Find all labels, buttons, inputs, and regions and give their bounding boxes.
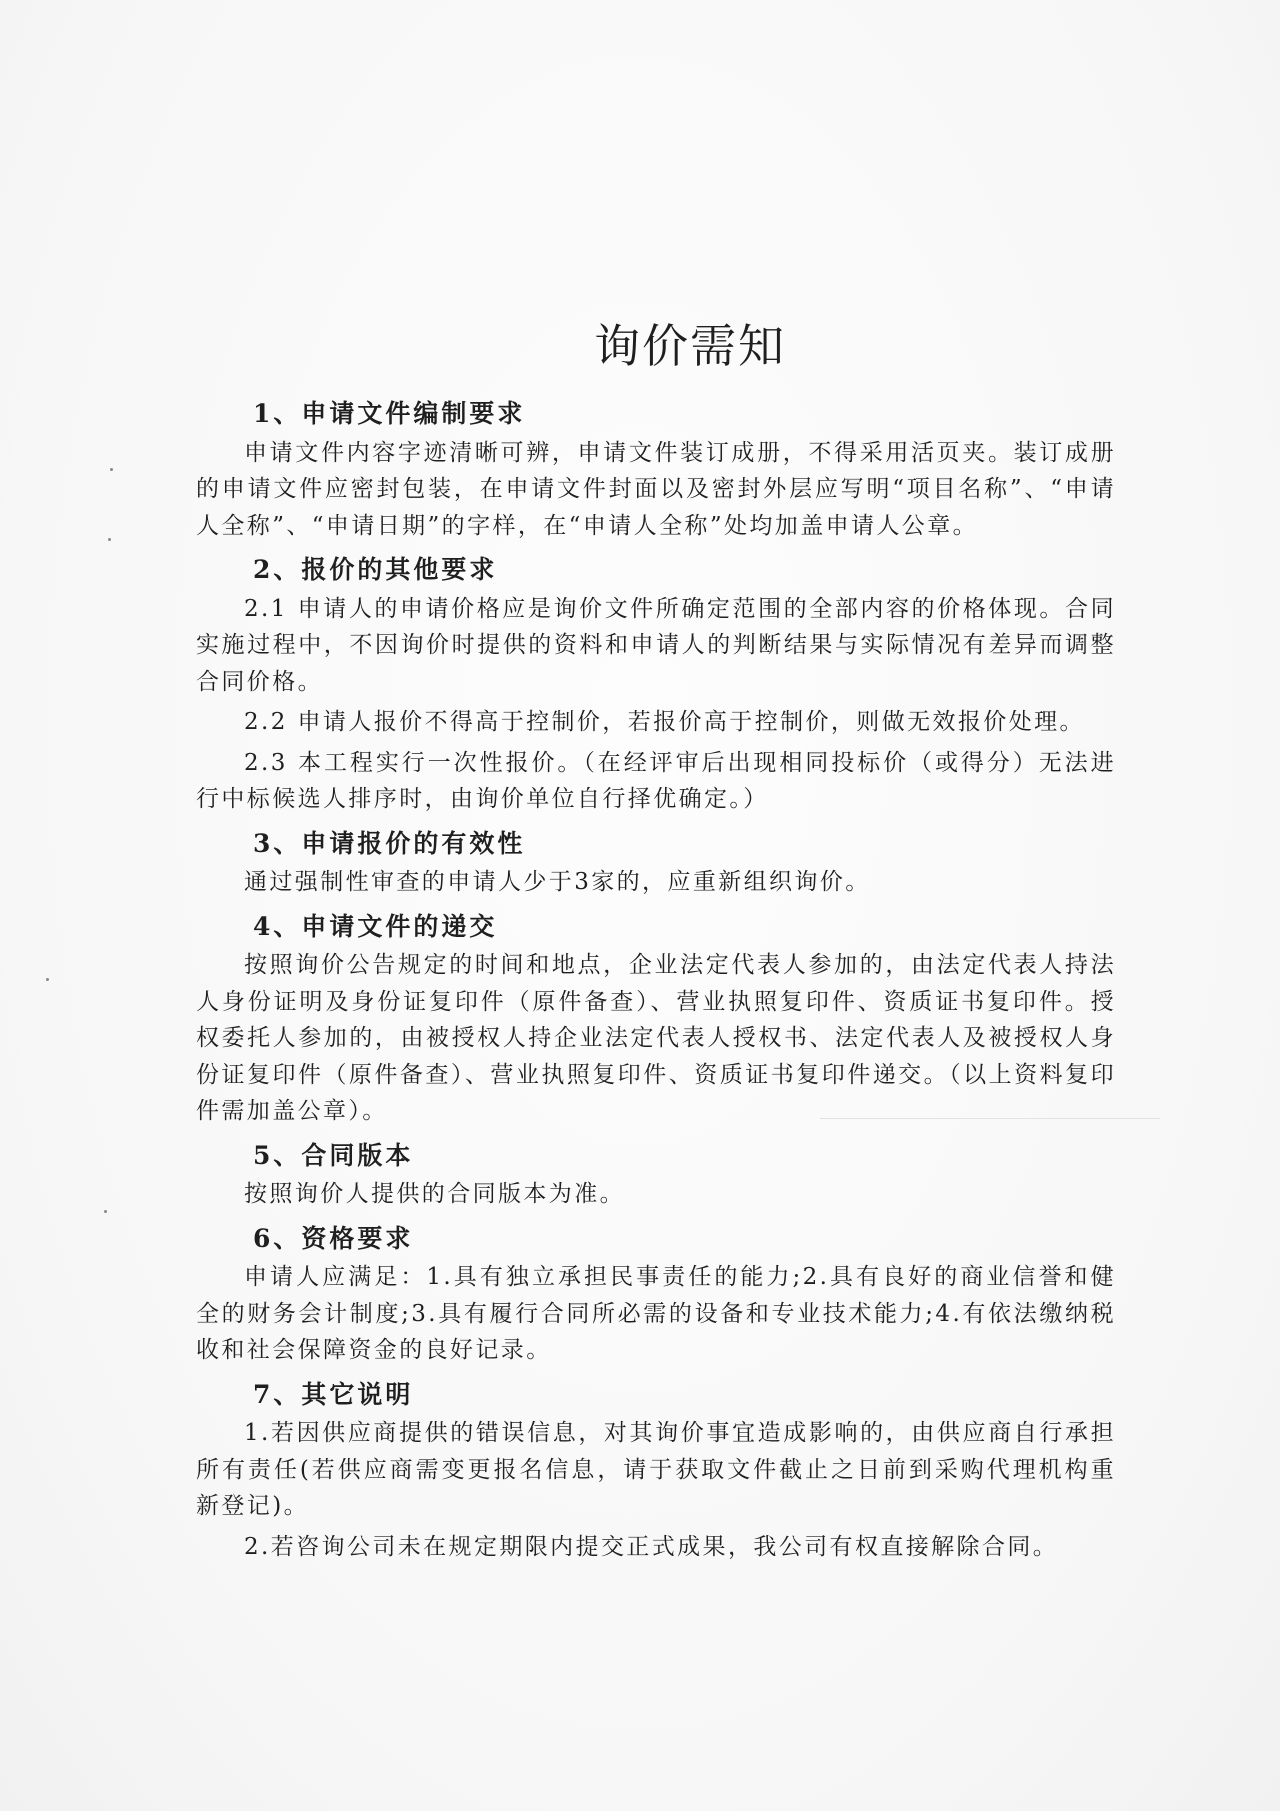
section-7 — [196, 1377, 1116, 1566]
section-3 — [196, 826, 1116, 901]
section-paragraph: 按照询价公告规定的时间和地点，企业法定代表人参加的，由法定代表人持法人身份证明及身份证复印件（原件备查）、营业执照复印件、资质证书复印件。授权委托人参加的，由被授权人持企业法定代表人授权书、法定代表人及被授权人身份证复印件（原件备查）、营业执照复印件、资质证书复印件递交。（以上资料复印件需加盖公章）。 — [196, 952, 1116, 1124]
section-paragraph: 1.若因供应商提供的错误信息，对其询价事宜造成影响的，由供应商自行承担所有责任(若供应商需变更报名信息，请于获取文件截止之日前到采购代理机构重新登记)。 — [196, 1420, 1116, 1519]
section-4 — [196, 909, 1116, 1130]
page-title: 询价需知 — [594, 319, 786, 373]
section-heading: 3、申请报价的有效性 — [253, 828, 526, 858]
scan-speck — [110, 468, 113, 471]
section-paragraph: 2.若咨询公司未在规定期限内提交正式成果，我公司有权直接解除合同。 — [244, 1533, 1059, 1560]
section-paragraph: 2.1 申请人的申请价格应是询价文件所确定范围的全部内容的价格体现。合同实施过程中，不因询价时提供的资料和申请人的判断结果与实际情况有差异而调整合同价格。 — [196, 595, 1116, 695]
section-5 — [196, 1138, 1116, 1213]
section-heading: 6、资格要求 — [253, 1223, 414, 1253]
section-paragraph: 2.2 申请人报价不得高于控制价，若报价高于控制价，则做无效报价处理。 — [244, 709, 1085, 735]
section-paragraph: 申请文件内容字迹清晰可辨，申请文件装订成册，不得采用活页夹。装订成册的申请文件应密封包装，在申请文件封面以及密封外层应写明“项目名称”、“申请人全称”、“申请日期”的字样，在“申请人全称”处均加盖申请人公章。 — [196, 439, 1116, 539]
section-heading: 5、合同版本 — [253, 1140, 414, 1170]
section-paragraph: 按照询价人提供的合同版本为准。 — [244, 1181, 625, 1207]
section-heading: 7、其它说明 — [253, 1379, 414, 1409]
scan-speck — [46, 978, 49, 981]
scan-speck — [108, 538, 111, 541]
section-paragraph: 申请人应满足：1.具有独立承担民事责任的能力;2.具有良好的商业信誉和健全的财务会计制度;3.具有履行合同所必需的设备和专业技术能力;4.有依法缴纳税收和社会保障资金的良好记录。 — [196, 1264, 1116, 1363]
section-2 — [196, 552, 1116, 818]
scan-speck — [104, 1210, 107, 1213]
section-heading: 1、申请文件编制要求 — [253, 399, 526, 428]
document-body — [196, 392, 1116, 1565]
section-paragraph: 通过强制性审查的申请人少于3家的，应重新组织询价。 — [244, 869, 871, 895]
section-heading: 4、申请文件的递交 — [253, 911, 498, 941]
section-1 — [196, 396, 1116, 544]
section-paragraph: 2.3 本工程实行一次性报价。（在经评审后出现相同投标价（或得分）无法进行中标候选人排序时，由询价单位自行择优确定。） — [196, 749, 1116, 812]
section-heading: 2、报价的其他要求 — [253, 555, 498, 584]
section-6 — [196, 1221, 1116, 1369]
